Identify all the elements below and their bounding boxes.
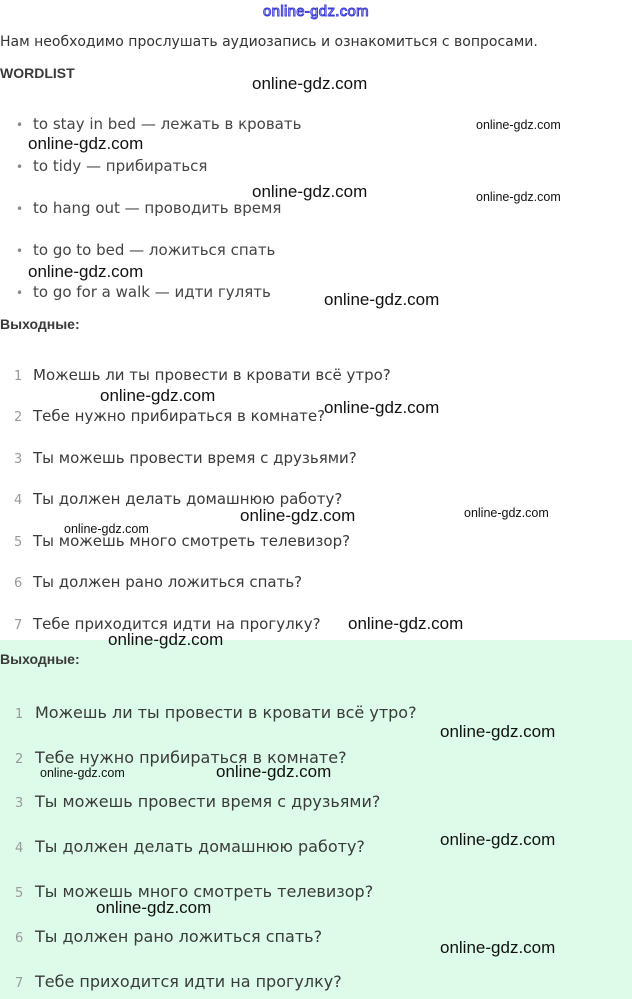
wordlist-item: • to stay in bed — лежать в кровать (16, 115, 302, 133)
bullet-icon: • (16, 160, 24, 174)
watermark: online-gdz.com (64, 522, 149, 536)
wordlist-item: • to go to bed — ложиться спать (16, 241, 276, 259)
watermark: online-gdz.com (440, 830, 556, 849)
question-item: 5 Ты можешь много смотреть телевизор? (14, 532, 351, 550)
bullet-icon: • (16, 244, 24, 258)
watermark: online-gdz.com (440, 938, 556, 957)
watermark: online-gdz.com (96, 898, 212, 917)
answer-item: 6 Ты должен рано ложиться спать? (15, 927, 323, 946)
answer-item: 5 Ты можешь много смотреть телевизор? (15, 882, 374, 901)
answer-item: 7 Тебе приходится идти на прогулку? (15, 972, 342, 991)
answer-title: Выходные: (0, 651, 80, 667)
watermark: online-gdz.com (324, 398, 440, 417)
wordlist-title: WORDLIST (0, 65, 75, 81)
questions-title: Выходные: (0, 316, 80, 332)
question-item: 3 Ты можешь провести время с друзьями? (14, 449, 357, 467)
intro-text: Нам необходимо прослушать аудиозапись и ознакомиться с вопросами. (0, 34, 538, 50)
question-item: 2 Тебе нужно прибираться в комнате? (14, 407, 326, 425)
watermark: online-gdz.com (252, 74, 368, 93)
watermark: online-gdz.com (28, 262, 144, 281)
watermark: online-gdz.com (440, 722, 556, 741)
bullet-icon: • (16, 286, 24, 300)
watermark: online-gdz.com (40, 766, 125, 780)
wordlist-item: • to hang out — проводить время (16, 199, 282, 217)
watermark: online-gdz.com (252, 182, 368, 201)
watermark: online-gdz.com (476, 118, 561, 132)
answer-item: 1 Можешь ли ты провести в кровати всё утро? (15, 703, 417, 722)
question-item: 1 Можешь ли ты провести в кровати всё утро? (14, 366, 391, 384)
watermark: online-gdz.com (216, 762, 332, 781)
watermark: online-gdz.com (476, 190, 561, 204)
question-item: 6 Ты должен рано ложиться спать? (14, 573, 303, 591)
wordlist-item: • to tidy — прибираться (16, 157, 208, 175)
answer-item: 3 Ты можешь провести время с друзьями? (15, 792, 381, 811)
answer-item: 2 Тебе нужно прибираться в комнате? (15, 748, 347, 767)
wordlist-item: • to go for a walk — идти гулять (16, 283, 271, 301)
watermark: online-gdz.com (100, 386, 216, 405)
watermark: online-gdz.com (464, 506, 549, 520)
watermark: online-gdz.com (108, 630, 224, 649)
watermark: online-gdz.com (348, 614, 464, 633)
question-item: 7 Тебе приходится идти на прогулку? (14, 615, 321, 633)
question-item: 4 Ты должен делать домашнюю работу? (14, 490, 343, 508)
watermark: online-gdz.com (240, 506, 356, 525)
watermark: online-gdz.com (28, 134, 144, 153)
answer-item: 4 Ты должен делать домашнюю работу? (15, 837, 365, 856)
site-header-logo[interactable]: online-gdz.com (263, 3, 369, 20)
watermark: online-gdz.com (324, 290, 440, 309)
bullet-icon: • (16, 118, 24, 132)
bullet-icon: • (16, 202, 24, 216)
